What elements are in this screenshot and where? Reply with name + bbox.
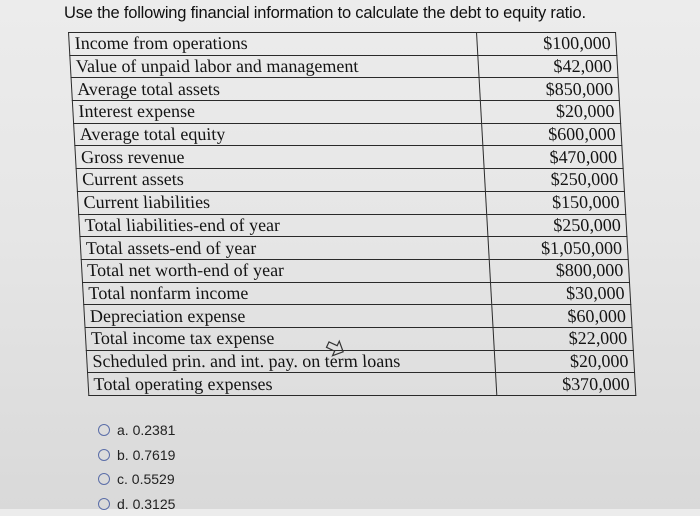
- row-label: Gross revenue: [75, 146, 484, 169]
- table-row: [70, 55, 618, 78]
- row-label: Income from operations: [69, 33, 478, 56]
- table-row: [77, 191, 625, 214]
- option-label: a. 0.2381: [117, 422, 175, 438]
- row-label: Interest expense: [72, 101, 481, 124]
- table-row: [85, 327, 633, 350]
- row-value: $60,000: [492, 305, 632, 328]
- row-value: $42,000: [478, 55, 618, 78]
- mouse-pointer-icon: [324, 337, 346, 359]
- row-value: $20,000: [480, 101, 620, 124]
- answer-options: [98, 418, 175, 516]
- row-value: $370,000: [496, 373, 636, 396]
- table-row: [69, 33, 617, 56]
- option-label: d. 0.3125: [117, 496, 175, 512]
- table-row: [84, 305, 632, 328]
- row-value: $20,000: [494, 350, 634, 373]
- row-value: $150,000: [485, 191, 625, 214]
- row-label: Total net worth-end of year: [81, 259, 490, 282]
- radio-button[interactable]: [98, 473, 110, 485]
- table-row: [76, 169, 624, 192]
- financial-info-table: [68, 32, 636, 396]
- row-value: $250,000: [487, 214, 627, 237]
- row-value: $22,000: [493, 327, 633, 350]
- row-label: Total liabilities-end of year: [79, 214, 488, 237]
- table-row: [75, 146, 623, 169]
- question-text: Use the following financial information to calculate the debt to equity ratio.: [64, 4, 586, 23]
- option-a[interactable]: [98, 418, 175, 443]
- radio-button[interactable]: [98, 498, 110, 510]
- row-value: $100,000: [477, 33, 617, 56]
- table-row: [82, 282, 630, 305]
- table-row: [88, 373, 636, 396]
- option-d[interactable]: [98, 492, 175, 516]
- row-label: Current assets: [76, 169, 485, 192]
- row-value: $30,000: [490, 282, 630, 305]
- table-row: [74, 123, 622, 146]
- row-label: Value of unpaid labor and management: [70, 55, 479, 78]
- option-c[interactable]: [98, 467, 175, 492]
- option-label: c. 0.5529: [117, 471, 175, 487]
- row-value: $850,000: [479, 78, 619, 101]
- option-label: b. 0.7619: [117, 447, 175, 463]
- table-row: [79, 214, 627, 237]
- row-label: Average total equity: [74, 123, 483, 146]
- row-label: Current liabilities: [77, 191, 486, 214]
- table-row: [81, 259, 629, 282]
- row-value: $250,000: [484, 169, 624, 192]
- table-row: [72, 101, 620, 124]
- option-b[interactable]: [98, 443, 175, 468]
- table-row: [71, 78, 619, 101]
- row-value: $1,050,000: [488, 237, 628, 260]
- radio-button[interactable]: [98, 449, 110, 461]
- row-value: $470,000: [483, 146, 623, 169]
- row-label: Total nonfarm income: [82, 282, 491, 305]
- row-label: Average total assets: [71, 78, 480, 101]
- row-label: Scheduled prin. and int. pay. on term loans: [86, 350, 495, 373]
- row-value: $600,000: [482, 123, 622, 146]
- row-value: $800,000: [489, 259, 629, 282]
- row-label: Total operating expenses: [88, 373, 497, 396]
- table-row: [80, 237, 628, 260]
- radio-button[interactable]: [98, 424, 110, 436]
- row-label: Total assets-end of year: [80, 237, 489, 260]
- table-row: [86, 350, 634, 373]
- row-label: Depreciation expense: [84, 305, 493, 328]
- row-label: Total income tax expense: [85, 327, 494, 350]
